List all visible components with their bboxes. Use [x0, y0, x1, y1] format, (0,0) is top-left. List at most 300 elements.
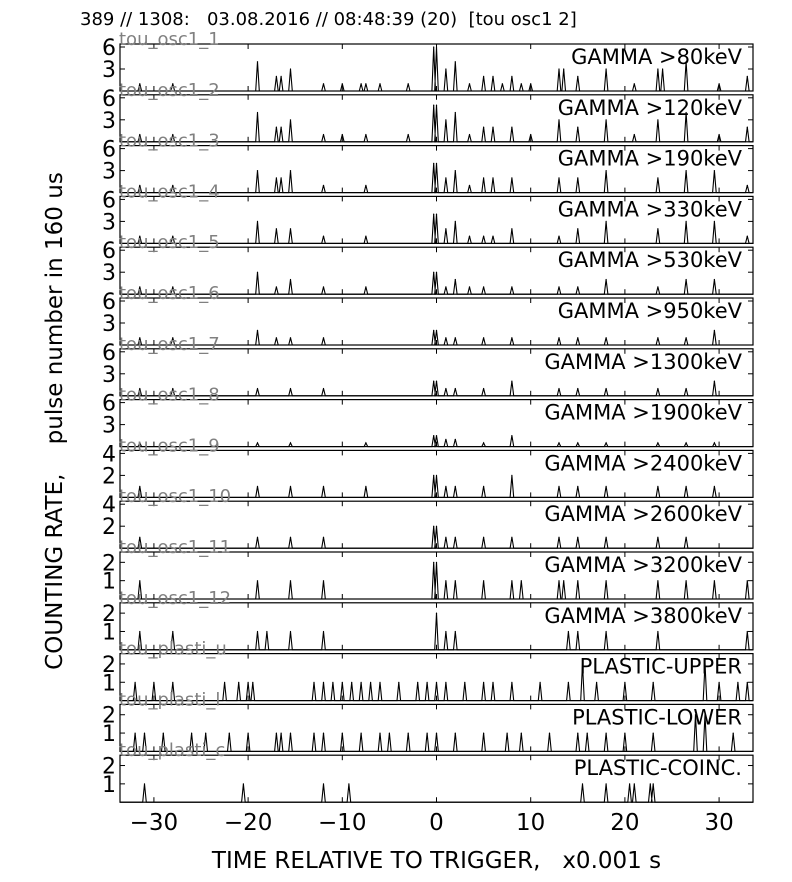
data-point — [433, 214, 434, 215]
data-point — [144, 733, 145, 734]
y-tick-label: 2 — [102, 754, 116, 780]
header-title: 389 // 1308: 03.08.2016 // 08:48:39 (20) [tou osc1 2] — [80, 9, 577, 30]
data-point — [370, 682, 371, 683]
data-point — [606, 486, 607, 487]
data-point — [455, 170, 456, 171]
data-point — [483, 76, 484, 77]
series-name: tou_osc1_6 — [119, 283, 220, 304]
panel-label: GAMMA >3800keV — [544, 603, 742, 628]
data-point — [634, 783, 635, 784]
data-point — [714, 279, 715, 280]
data-point — [483, 486, 484, 487]
data-point — [714, 330, 715, 331]
data-point — [276, 337, 277, 338]
data-point — [257, 221, 258, 222]
data-point — [248, 733, 249, 734]
y-tick-label: 2 — [102, 703, 116, 729]
y-tick-label: 6 — [102, 340, 116, 366]
data-point — [436, 562, 437, 563]
data-point — [747, 185, 748, 186]
data-point — [558, 286, 559, 287]
data-point — [313, 682, 314, 683]
data-point — [455, 486, 456, 487]
data-point — [257, 330, 258, 331]
data-point — [433, 330, 434, 331]
data-point — [511, 682, 512, 683]
data-point — [290, 537, 291, 538]
data-point — [445, 486, 446, 487]
data-point — [436, 272, 437, 273]
data-point — [365, 185, 366, 186]
y-tick-label: 6 — [102, 391, 116, 417]
data-point — [445, 68, 446, 69]
data-point — [342, 134, 343, 135]
data-point — [365, 286, 366, 287]
data-point — [606, 442, 607, 443]
panel-label: GAMMA >1300keV — [544, 349, 742, 374]
data-point — [540, 682, 541, 683]
series-name: tou_osc1_7 — [119, 333, 220, 355]
data-point — [445, 439, 446, 440]
panel-label: GAMMA >120keV — [557, 95, 742, 120]
data-point — [257, 112, 258, 113]
data-point — [427, 682, 428, 683]
x-tick-label: −20 — [223, 810, 273, 836]
data-point — [714, 381, 715, 382]
data-point — [492, 236, 493, 237]
data-point — [342, 83, 343, 84]
data-point — [445, 631, 446, 632]
data-point — [408, 134, 409, 135]
data-point — [398, 682, 399, 683]
data-point — [657, 580, 658, 581]
data-point — [483, 682, 484, 683]
data-point — [606, 733, 607, 734]
data-point — [445, 119, 446, 120]
y-tick-label: 2 — [102, 652, 116, 678]
data-point — [483, 127, 484, 128]
data-point — [530, 83, 531, 84]
data-point — [323, 185, 324, 186]
data-point — [511, 286, 512, 287]
data-point — [483, 733, 484, 734]
data-point — [577, 631, 578, 632]
data-point — [511, 537, 512, 538]
data-point — [492, 177, 493, 178]
data-point — [521, 733, 522, 734]
series-name: tou_osc1_9 — [119, 435, 220, 457]
y-tick-label: 2 — [102, 602, 116, 628]
data-point — [455, 221, 456, 222]
data-point — [436, 526, 437, 527]
x-tick-label: 0 — [429, 810, 444, 836]
data-point — [281, 177, 282, 178]
data-point — [549, 733, 550, 734]
data-point — [290, 580, 291, 581]
panel-label: GAMMA >1900keV — [544, 400, 742, 425]
y-tick-label: 3 — [102, 312, 116, 337]
data-point — [714, 442, 715, 443]
data-point — [290, 119, 291, 120]
series-name: tou_osc1_1 — [119, 29, 220, 50]
data-point — [365, 486, 366, 487]
series-name: tou_osc1_11 — [119, 537, 232, 558]
data-point — [257, 388, 258, 389]
data-point — [257, 442, 258, 443]
data-point — [686, 337, 687, 338]
data-point — [511, 580, 512, 581]
data-point — [445, 682, 446, 683]
data-point — [436, 105, 437, 106]
data-point — [483, 442, 484, 443]
data-point — [747, 682, 748, 683]
y-tick-label: 3 — [102, 413, 116, 439]
data-point — [657, 286, 658, 287]
data-point — [224, 682, 225, 683]
data-point — [445, 388, 446, 389]
data-point — [657, 537, 658, 538]
y-tick-label: 3 — [102, 58, 116, 83]
data-point — [323, 733, 324, 734]
x-tick-label: 10 — [516, 810, 546, 836]
data-point — [577, 337, 578, 338]
data-point — [464, 682, 465, 683]
data-point — [747, 236, 748, 237]
data-point — [257, 631, 258, 632]
series-name: tou_osc1_12 — [119, 587, 232, 609]
data-point — [719, 682, 720, 683]
data-point — [606, 537, 607, 538]
data-point — [686, 537, 687, 538]
data-point — [657, 388, 658, 389]
y-tick-label: 3 — [102, 108, 116, 134]
data-point — [469, 83, 470, 84]
data-point — [257, 170, 258, 171]
data-point — [653, 783, 654, 784]
data-point — [511, 435, 512, 436]
data-point — [342, 682, 343, 683]
data-point — [558, 388, 559, 389]
data-point — [433, 562, 434, 563]
panel-label: PLASTIC-UPPER — [579, 654, 742, 679]
panel-label: GAMMA >950keV — [557, 299, 742, 323]
panel-label: GAMMA >80keV — [571, 45, 742, 69]
data-point — [455, 580, 456, 581]
data-point — [276, 76, 277, 77]
data-point — [433, 163, 434, 164]
data-point — [650, 783, 651, 784]
data-point — [455, 337, 456, 338]
data-point — [436, 381, 437, 382]
data-point — [455, 537, 456, 538]
data-point — [577, 228, 578, 229]
data-point — [433, 381, 434, 382]
data-point — [511, 228, 512, 229]
data-point — [417, 682, 418, 683]
data-point — [281, 76, 282, 77]
data-point — [530, 134, 531, 135]
data-point — [191, 733, 192, 734]
data-point — [563, 68, 564, 69]
data-point — [686, 486, 687, 487]
data-point — [433, 46, 434, 47]
data-point — [521, 83, 522, 84]
data-point — [436, 475, 437, 476]
data-point — [714, 486, 715, 487]
data-point — [433, 272, 434, 273]
data-point — [577, 442, 578, 443]
data-point — [229, 733, 230, 734]
data-point — [686, 279, 687, 280]
data-point — [606, 631, 607, 632]
data-point — [436, 733, 437, 734]
data-point — [445, 228, 446, 229]
data-point — [257, 486, 258, 487]
data-point — [323, 486, 324, 487]
data-point — [257, 61, 258, 62]
data-point — [257, 580, 258, 581]
data-point — [483, 537, 484, 538]
y-tick-label: 6 — [102, 188, 116, 214]
x-tick-label: −10 — [318, 810, 367, 836]
data-point — [445, 537, 446, 538]
data-point — [511, 127, 512, 128]
y-tick-label: 1 — [102, 671, 116, 697]
data-point — [290, 337, 291, 338]
y-tick-label: 2 — [102, 551, 116, 577]
panel-label: GAMMA >3200keV — [544, 553, 742, 577]
data-point — [276, 177, 277, 178]
y-tick-label: 6 — [102, 86, 116, 112]
data-point — [606, 337, 607, 338]
data-point — [379, 733, 380, 734]
data-point — [276, 127, 277, 128]
data-point — [577, 733, 578, 734]
data-point — [521, 580, 522, 581]
panel-label: GAMMA >330keV — [557, 197, 742, 222]
data-point — [323, 337, 324, 338]
panel-label: PLASTIC-COINC. — [573, 756, 742, 781]
data-point — [323, 783, 324, 784]
data-point — [657, 177, 658, 178]
y-tick-label: 1 — [102, 772, 116, 798]
data-point — [511, 177, 512, 178]
data-point — [747, 127, 748, 128]
data-point — [558, 236, 559, 237]
data-point — [163, 733, 164, 734]
data-point — [365, 236, 366, 237]
data-point — [436, 613, 437, 614]
data-point — [290, 279, 291, 280]
data-point — [719, 134, 720, 135]
data-point — [433, 105, 434, 106]
data-point — [144, 783, 145, 784]
data-point — [436, 330, 437, 331]
data-point — [433, 526, 434, 527]
data-point — [135, 733, 136, 734]
data-point — [323, 83, 324, 84]
data-point — [238, 682, 239, 683]
data-point — [558, 337, 559, 338]
data-point — [257, 537, 258, 538]
data-point — [587, 733, 588, 734]
data-point — [433, 435, 434, 436]
data-point — [714, 580, 715, 581]
data-point — [455, 112, 456, 113]
data-point — [455, 439, 456, 440]
x-tick-label: −30 — [129, 810, 179, 836]
data-point — [389, 733, 390, 734]
data-point — [606, 783, 607, 784]
data-point — [558, 486, 559, 487]
data-point — [323, 388, 324, 389]
data-point — [455, 61, 456, 62]
data-point — [361, 733, 362, 734]
data-point — [323, 631, 324, 632]
data-point — [276, 228, 277, 229]
data-point — [361, 682, 362, 683]
data-point — [323, 286, 324, 287]
data-point — [323, 537, 324, 538]
y-tick-label: 4 — [102, 442, 116, 468]
data-point — [558, 68, 559, 69]
data-point — [172, 682, 173, 683]
data-point — [653, 733, 654, 734]
data-point — [483, 286, 484, 287]
data-point — [469, 286, 470, 287]
data-point — [323, 134, 324, 135]
data-point — [568, 682, 569, 683]
data-point — [365, 442, 366, 443]
panel-label: GAMMA >530keV — [557, 248, 742, 273]
y-tick-label: 6 — [102, 36, 116, 61]
data-point — [445, 286, 446, 287]
data-point — [445, 177, 446, 178]
data-point — [290, 68, 291, 69]
y-tick-label: 3 — [102, 362, 116, 388]
y-tick-label: 3 — [102, 210, 116, 236]
data-point — [634, 83, 635, 84]
data-point — [577, 580, 578, 581]
data-point — [332, 682, 333, 683]
y-tick-label: 6 — [102, 137, 116, 163]
data-point — [563, 580, 564, 581]
data-point — [455, 388, 456, 389]
series-name: tou_osc1_5 — [119, 232, 220, 254]
series-name: tou_osc1_8 — [119, 384, 220, 406]
data-point — [290, 486, 291, 487]
data-point — [686, 442, 687, 443]
data-point — [436, 214, 437, 215]
y-axis-label: COUNTING RATE, pulse number in 160 us — [42, 172, 68, 670]
series-name: tou_plasti_c — [119, 740, 226, 762]
data-point — [290, 388, 291, 389]
data-point — [281, 127, 282, 128]
series-name: tou_osc1_3 — [119, 130, 220, 152]
data-point — [657, 337, 658, 338]
data-point — [313, 733, 314, 734]
data-point — [351, 682, 352, 683]
data-point — [492, 682, 493, 683]
x-tick-label: 20 — [610, 810, 640, 836]
data-point — [577, 127, 578, 128]
data-point — [436, 435, 437, 436]
series-name: tou_plasti_u — [119, 638, 227, 660]
panel-label: GAMMA >190keV — [557, 146, 742, 171]
data-point — [290, 442, 291, 443]
data-point — [653, 682, 654, 683]
data-point — [139, 631, 140, 632]
data-point — [252, 682, 253, 683]
data-point — [577, 486, 578, 487]
data-point — [365, 83, 366, 84]
series-name: tou_osc1_2 — [119, 79, 220, 101]
y-tick-label: 6 — [102, 290, 116, 315]
data-point — [342, 733, 343, 734]
data-point — [266, 631, 267, 632]
data-point — [483, 236, 484, 237]
data-point — [507, 733, 508, 734]
data-point — [290, 733, 291, 734]
y-tick-label: 1 — [102, 569, 116, 595]
data-point — [492, 127, 493, 128]
data-point — [568, 631, 569, 632]
data-point — [624, 682, 625, 683]
data-point — [153, 682, 154, 683]
data-point — [657, 228, 658, 229]
data-point — [483, 388, 484, 389]
series-name: tou_osc1_10 — [119, 486, 232, 508]
data-point — [629, 783, 630, 784]
data-point — [747, 631, 748, 632]
data-point — [737, 682, 738, 683]
data-point — [558, 442, 559, 443]
data-point — [436, 682, 437, 683]
data-point — [427, 733, 428, 734]
data-point — [408, 733, 409, 734]
data-point — [323, 236, 324, 237]
y-tick-label: 4 — [102, 493, 116, 519]
data-point — [243, 783, 244, 784]
data-point — [733, 733, 734, 734]
x-tick-label: 30 — [704, 810, 734, 836]
y-tick-label: 1 — [102, 722, 116, 748]
data-point — [719, 83, 720, 84]
data-point — [511, 381, 512, 382]
data-point — [686, 580, 687, 581]
data-point — [483, 580, 484, 581]
data-point — [290, 228, 291, 229]
data-point — [483, 337, 484, 338]
series-name: tou_osc1_4 — [119, 181, 220, 203]
data-point — [511, 76, 512, 77]
data-point — [577, 177, 578, 178]
data-point — [596, 682, 597, 683]
data-point — [577, 286, 578, 287]
data-point — [686, 388, 687, 389]
data-point — [558, 177, 559, 178]
data-point — [492, 76, 493, 77]
data-point — [323, 682, 324, 683]
data-point — [502, 83, 503, 84]
data-point — [436, 163, 437, 164]
panel-label: GAMMA >2400keV — [544, 451, 742, 476]
data-point — [469, 185, 470, 186]
y-tick-label: 1 — [102, 620, 116, 646]
data-point — [657, 486, 658, 487]
data-point — [348, 783, 349, 784]
data-point — [172, 631, 173, 632]
